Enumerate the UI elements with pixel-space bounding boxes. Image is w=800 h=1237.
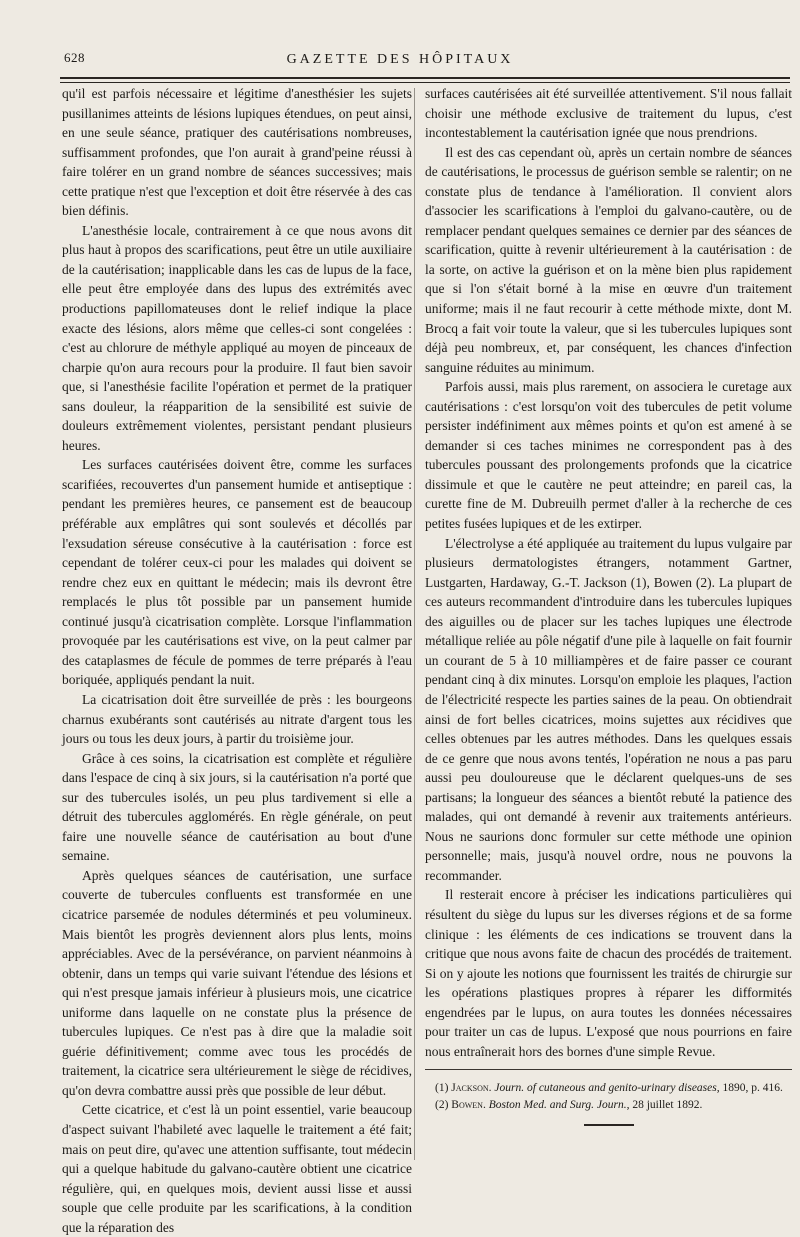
paragraph: surfaces cautérisées ait été surveillée attentivement. S'il nous fallait choisir une méthode exclusive de traitement du lupus, c'est incontestablement la cautérisation ignée que nous prendrions. [425,86,792,141]
footnote [425,1097,792,1114]
running-title: GAZETTE DES HÔPITAUX [286,52,514,67]
page-number: 628 [64,50,85,65]
footnote-author: Jackson. [451,1082,492,1095]
footnote-detail: 1890, p. 416. [722,1082,783,1095]
end-ornament [584,1124,634,1126]
header-rule-thick [60,77,790,79]
footnote-title: Journ. of cutaneous and genito-urinary diseases, [494,1082,720,1095]
footnote-detail: 28 juillet 1892. [632,1099,703,1112]
footnote-author: Bowen. [451,1099,486,1112]
footnote-marker: (1) [435,1082,449,1095]
footnote-rule [425,1069,792,1070]
left-column [62,84,412,1237]
footnote-title: Boston Med. and Surg. Journ., [488,1099,630,1112]
paragraph: L'anesthésie locale, contrairement à ce que nous avons dit plus haut à propos des scarifications, peut être un utile auxiliaire de la cautérisation; inapplicable dans les cas de lupus de la face, elle peut être employée dans des lupus des extrémités avec productions papillomateuses dont le relief indique la place exacte des lésions, alors même que celles-ci sont congelées : c'est au chlorure de méthyle appliqué au moyen de pinceaux de charpie qu'on aura recours pour la produire. Il faut bien savoir que, si l'anesthésie facilite l'opération et permet de la pratiquer sans douleur, la réapparition de la sensibilité est suivie de douleurs extrêmement violentes, persistant pendant plusieurs heures. [62,222,412,453]
paragraph: L'électrolyse a été appliquée au traitement du lupus vulgaire par plusieurs dermatologistes étrangers, notamment Gartner, Lustgarten, Hardaway, G.-T. Jackson (1), Bowen (2). La plupart de ces auteurs recommandent d'introduire dans les tubercules lupiques des aiguilles ou de placer sur les taches lupiques une électrode métallique reliée au pôle négatif d'une pile à laquelle on fait fournir un courant de 5 à 10 milliampères et de faire passer ce courant pendant cinq à dix minutes. Lorsqu'on emploie les plaques, l'action de l'électricité respecte les parties saines de la peau. On obtiendrait ainsi de fort belles cicatrices, moins sujettes aux récidives que celles obtenues par les autres méthodes. Dans les quelques essais de ce genre que nous avons tentés, l'opération ne nous a pas paru aussi peu douloureuse que le déclarent quelques-uns de ses partisans; la longueur des séances a bientôt rebuté la patience des malades, qui ont demandé à revenir aux traitements antérieurs. Nous ne saurions donc formuler sur cette méthode une opinion personnelle; mais, jusqu'à nouvel ordre, nous ne pouvons la recommander. [425,535,792,883]
header-rule-thin [60,82,790,83]
paragraph: Parfois aussi, mais plus rarement, on associera le curetage aux cautérisations : c'est lorsqu'on voit des tubercules de petit volume persister indéfiniment aux mêmes points et qu'on est amené à se demander si ces taches minimes ne correspondent pas à des tubercules poussant des prolongements profonds que la cicatrice dissimule et que le cautère ne peut atteindre; en pareil cas, la curette fine de M. Dubreuilh permet d'aller à la recherche de ces petites fusées lupiques et de les extirper. [425,379,792,532]
paragraph: Grâce à ces soins, la cicatrisation est complète et régulière dans l'espace de cinq à six jours, si la cautérisation n'a porté que sur des tubercules isolés, un peu plus tardivement si elle a détruit des tubercules agglomérés. En règle générale, on peut faire une nouvelle séance de cautérisation au bout d'une semaine. [62,750,412,864]
paragraph: La cicatrisation doit être surveillée de près : les bourgeons charnus exubérants sont cautérisés au nitrate d'argent tous les jours ou tous les deux jours, à partir du troisième jour. [62,691,412,747]
right-column [425,84,792,1126]
paragraph: Cette cicatrice, et c'est là un point essentiel, varie beaucoup d'aspect suivant l'habileté avec laquelle le traitement a été fait; mais on peut dire, qu'avec une attention suffisante, tout médecin qui a quelque habitude du galvano-cautère obtient une cicatrice régulière, qui, en quelques mois, devient aussi lisse et aussi souple que celle produite par les scarifications, à la condition que la réparation des [62,1102,412,1235]
footnote-marker: (2) [435,1099,449,1112]
column-divider [414,88,415,1160]
paragraph: qu'il est parfois nécessaire et légitime d'anesthésier les sujets pusillanimes atteints de lésions lupiques étendues, on peut ainsi, en une seule séance, pratiquer des cautérisations nombreuses, suffisamment profondes, que l'on aurait à grand'peine réussi à faire tolérer en un grand nombre de séances successives; mais cette pratique n'est que l'exception et doit être réservée à des cas bien définis. [62,86,412,219]
footnote [425,1080,792,1097]
paragraph: Il resterait encore à préciser les indications particulières qui résultent du siège du lupus sur les diverses régions et de sa forme clinique : les éléments de ces indications se trouvent dans la critique que nous avons faite de chacun des procédés de traitement. Si on y ajoute les notions que fournissent les traités de chirurgie sur les opérations plastiques propres à réparer les difformités engendrées par le lupus, on aura toutes les données nécessaires pour traiter un cas de lupus. L'exposé que nous pourrions en faire nous entraînerait hors des bornes d'une simple Revue. [425,887,792,1059]
paragraph: Les surfaces cautérisées doivent être, comme les surfaces scarifiées, recouvertes d'un pansement humide et antiseptique : pendant les premières heures, ce pansement est de beaucoup préférable aux emplâtres qui sont soulevés et décollés par l'exsudation séreuse consécutive à la cautérisation : force est cependant de tolérer ceux-ci pour les malades qui doivent se rendre chez eux en quittant le médecin; mais ils devront être remplacés le plus tôt possible par un pansement humide continué jusqu'à cicatrisation complète. Lorsque l'inflammation provoquée par les cautérisations est vive, on la peut calmer par des cataplasmes de fécule de pommes de terre préparés à l'eau boriquée, appliqués pendant la nuit. [62,457,412,688]
paragraph: Après quelques séances de cautérisation, une surface couverte de tubercules confluents est transformée en une cicatrice parsemée de nodules déterminés et peu volumineux. Mais bientôt les progrès deviennent alors plus lents, moins appréciables. Avec de la persévérance, on parvient néanmoins à obtenir, dans un temps qui varie suivant l'étendue des lésions et qui n'est presque jamais inférieur à plusieurs mois, une cicatrice uniforme dans laquelle on ne constate plus la présence de tubercules lupiques. Ce n'est pas à dire que la maladie soit guérie définitivement; comme avec tous les procédés de traitement, la cicatrice sera ultérieurement le siège de récidives, qu'on devra combattre aussi près que possible de leur début. [62,867,412,1098]
paragraph: Il est des cas cependant où, après un certain nombre de séances de cautérisations, le processus de guérison semble se ralentir; on ne constate plus de tendance à l'amélioration. Il convient alors d'associer les scarifications à l'emploi du galvano-cautère, ou de remplacer pendant quelques semaines ce dernier par des séances de scarification, quitte à revenir ultérieurement à la cautérisation : de la sorte, on active la guérison et on la mène bien plus rapidement que si l'on s'était borné à la mise en œuvre d'un traitement uniforme; mais il ne faut recourir à cette méthode mixte, dont M. Brocq a fait voir toute la valeur, que si les tubercules lupiques sont déjà peu nombreux, et, par conséquent, les chances d'infection sanguine réduites au minimum. [425,144,792,375]
